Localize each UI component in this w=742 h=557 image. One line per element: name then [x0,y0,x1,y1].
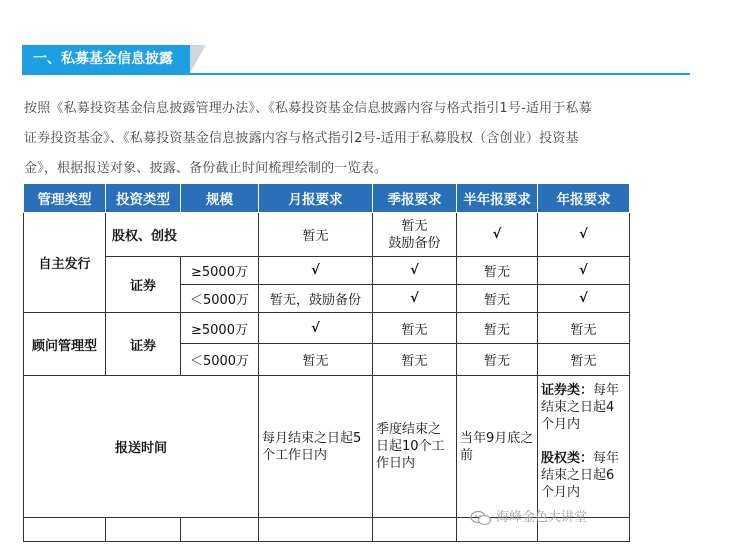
cell-time-annual [538,376,630,518]
cell-time-half-year: 当年9月底之前 [457,376,538,518]
cell-quarterly-line1: 暂无 [401,218,428,234]
check-mark: √ [373,257,457,285]
cell-empty [373,518,457,542]
check-mark: √ [259,257,373,285]
intro-line-3: 金》，根据报送对象、披露、备份截止时间梳理绘制的一览表。 [24,161,388,176]
table-header-row [24,184,630,213]
header-scale: 规模 [181,184,259,213]
check-mark: √ [538,285,630,313]
cell-monthly: 暂无 [259,213,373,257]
header-quarterly: 季报要求 [373,184,457,213]
check-mark: √ [538,213,630,257]
cell-empty [259,518,373,542]
cell-scale-small: ＜5000万 [181,285,259,313]
table-row [24,376,630,518]
header-monthly: 月报要求 [259,184,373,213]
intro-line-1: 按照《私募投资基金信息披露管理办法》、《私募投资基金信息披露内容与格式指引1号-适用于私募 [24,101,592,116]
cell-self-issued: 自主发行 [24,213,106,313]
cell-advisor-managed: 顾问管理型 [24,313,106,376]
cell-half-year: 暂无 [457,257,538,285]
disclosure-table [23,183,630,542]
label-securities-type: 证券类： [541,383,594,398]
check-mark: √ [373,285,457,313]
cell-empty [106,518,181,542]
cell-equity-vc: 股权、创投 [106,213,259,257]
cell-quarterly-line2: 鼓励备份 [388,235,441,251]
wechat-icon [470,510,492,526]
cell-submission-time: 报送时间 [24,376,259,518]
intro-paragraph [24,94,694,184]
cell-quarterly: 暂无 [373,313,457,344]
cell-empty [181,518,259,542]
header-annual: 年报要求 [538,184,630,213]
cell-half-year: 暂无 [457,344,538,376]
cell-securities: 证券 [106,257,181,313]
check-mark: √ [538,257,630,285]
cell-time-monthly: 每月结束之日起5个工作日内 [259,376,373,518]
cell-quarterly [373,213,457,257]
cell-scale-large: ≥5000万 [181,257,259,285]
text-securities-deadline: 每年结束之日起4个月内 [541,383,620,432]
cell-monthly: 暂无，鼓励备份 [259,285,373,313]
intro-line-2: 证券投资基金》、《私募投资基金信息披露内容与格式指引2号-适用于私募股权（含创业）投资基 [24,131,579,146]
section-header [22,45,690,75]
check-mark: √ [259,313,373,344]
header-invest-type: 投资类型 [106,184,181,213]
cell-annual: 暂无 [538,313,630,344]
label-equity-type: 股权类： [541,451,594,466]
cell-half-year: 暂无 [457,313,538,344]
watermark [470,506,640,530]
table-row [24,313,630,344]
section-title: 一、私募基金信息披露 [22,45,190,73]
cell-half-year: 暂无 [457,285,538,313]
cell-scale-small: ＜5000万 [181,344,259,376]
header-manage-type: 管理类型 [24,184,106,213]
cell-scale-large: ≥5000万 [181,313,259,344]
cell-empty [24,518,106,542]
table-row [24,257,630,285]
table-row [24,213,630,257]
watermark-text: 海峰金色大讲堂 [496,510,588,525]
cell-time-quarterly: 季度结束之日起10个工作日内 [373,376,457,518]
cell-annual: 暂无 [538,344,630,376]
check-mark: √ [457,213,538,257]
section-tab-decoration [190,45,206,73]
cell-quarterly: 暂无 [373,344,457,376]
header-half-year: 半年报要求 [457,184,538,213]
cell-monthly: 暂无 [259,344,373,376]
text-equity-deadline: 每年结束之日起6个月内 [541,451,620,500]
cell-securities: 证券 [106,313,181,376]
